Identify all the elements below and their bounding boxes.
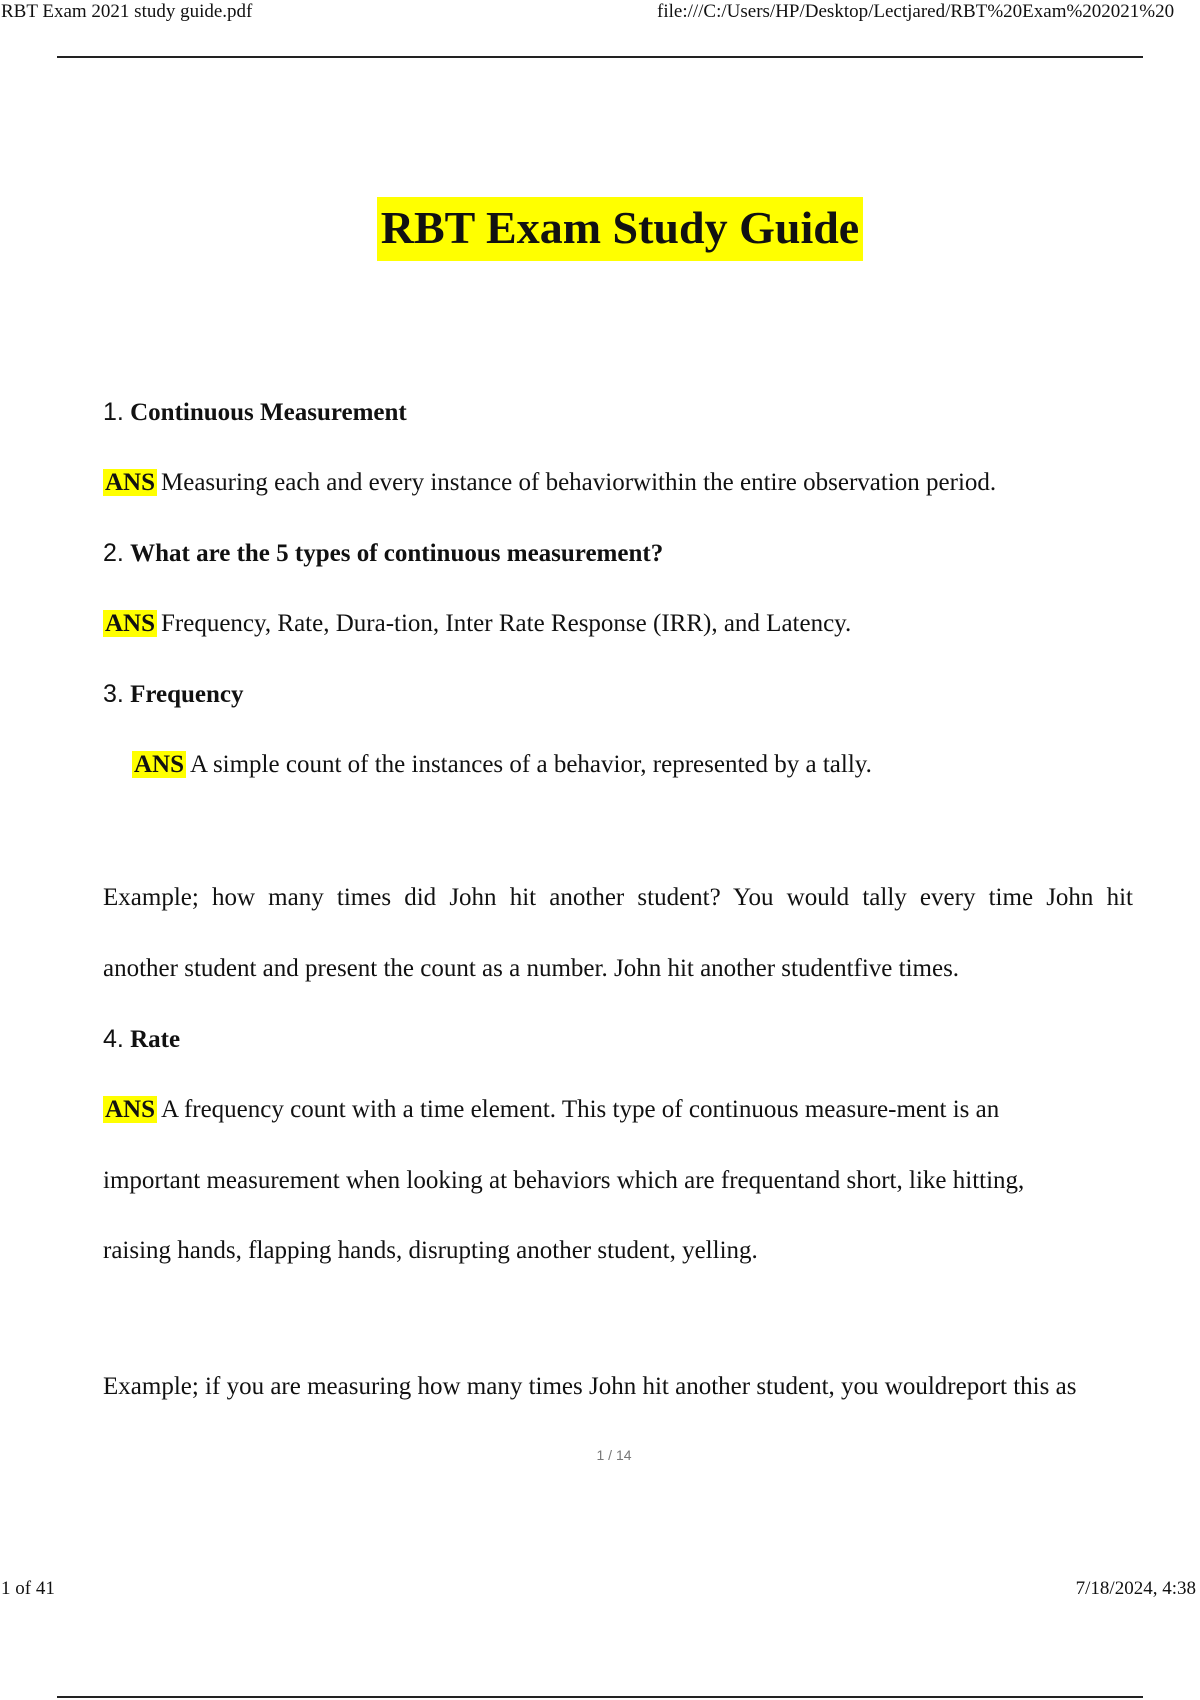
ans-label: ANS — [134, 751, 185, 778]
example-line: another student and present the count as a number. John hit another studentfive times. — [103, 955, 960, 982]
question-2 — [103, 539, 663, 568]
ans-label: ANS — [105, 610, 156, 637]
answer-2 — [103, 610, 851, 638]
answer-text: Frequency, Rate, Dura-tion, Inter Rate Response (IRR), and Latency. — [161, 610, 852, 637]
file-path: file:///C:/Users/HP/Desktop/Lectjared/RBT%20Exam%202021%20 — [657, 1, 1175, 22]
example-line: Example; if you are measuring how many times John hit another student, you wouldreport this as — [103, 1373, 1077, 1400]
question-text: What are the 5 types of continuous measurement? — [130, 540, 664, 567]
question-text: Rate — [130, 1026, 181, 1053]
answer-text: A simple count of the instances of a behavior, represented by a tally. — [190, 751, 872, 778]
ans-label: ANS — [105, 469, 156, 496]
document-filename: RBT Exam 2021 study guide.pdf — [1, 1, 253, 22]
question-4 — [103, 1025, 180, 1054]
answer-4 — [103, 1096, 999, 1124]
title-container — [0, 197, 1200, 261]
footer-divider — [57, 1696, 1143, 1698]
print-datetime: 7/18/2024, 4:38 — [1075, 1578, 1196, 1599]
answer-line: important measurement when looking at behaviors which are frequentand short, like hitting, — [103, 1167, 1025, 1194]
question-1 — [103, 398, 407, 427]
answer-text: A frequency count with a time element. This type of continuous measure-ment is an — [161, 1096, 1000, 1123]
answer-3 — [132, 751, 872, 779]
question-number: 4. — [103, 1025, 124, 1053]
question-number: 2. — [103, 539, 124, 567]
question-text: Continuous Measurement — [130, 399, 407, 426]
header-divider — [57, 56, 1143, 58]
ans-label: ANS — [105, 1096, 156, 1123]
print-page-count: 1 of 41 — [1, 1578, 55, 1599]
example-line: Example; how many times did John hit another student? You would tally every time John hit — [103, 884, 1133, 911]
question-text: Frequency — [130, 681, 244, 708]
question-number: 1. — [103, 398, 124, 426]
answer-text: Measuring each and every instance of behaviorwithin the entire observation period. — [161, 469, 997, 496]
page-indicator: 1 / 14 — [596, 1447, 632, 1463]
question-3 — [103, 680, 244, 709]
page-title: RBT Exam Study Guide — [377, 197, 863, 261]
answer-line: raising hands, flapping hands, disrupting another student, yelling. — [103, 1237, 758, 1264]
answer-1 — [103, 469, 996, 497]
question-number: 3. — [103, 680, 124, 708]
